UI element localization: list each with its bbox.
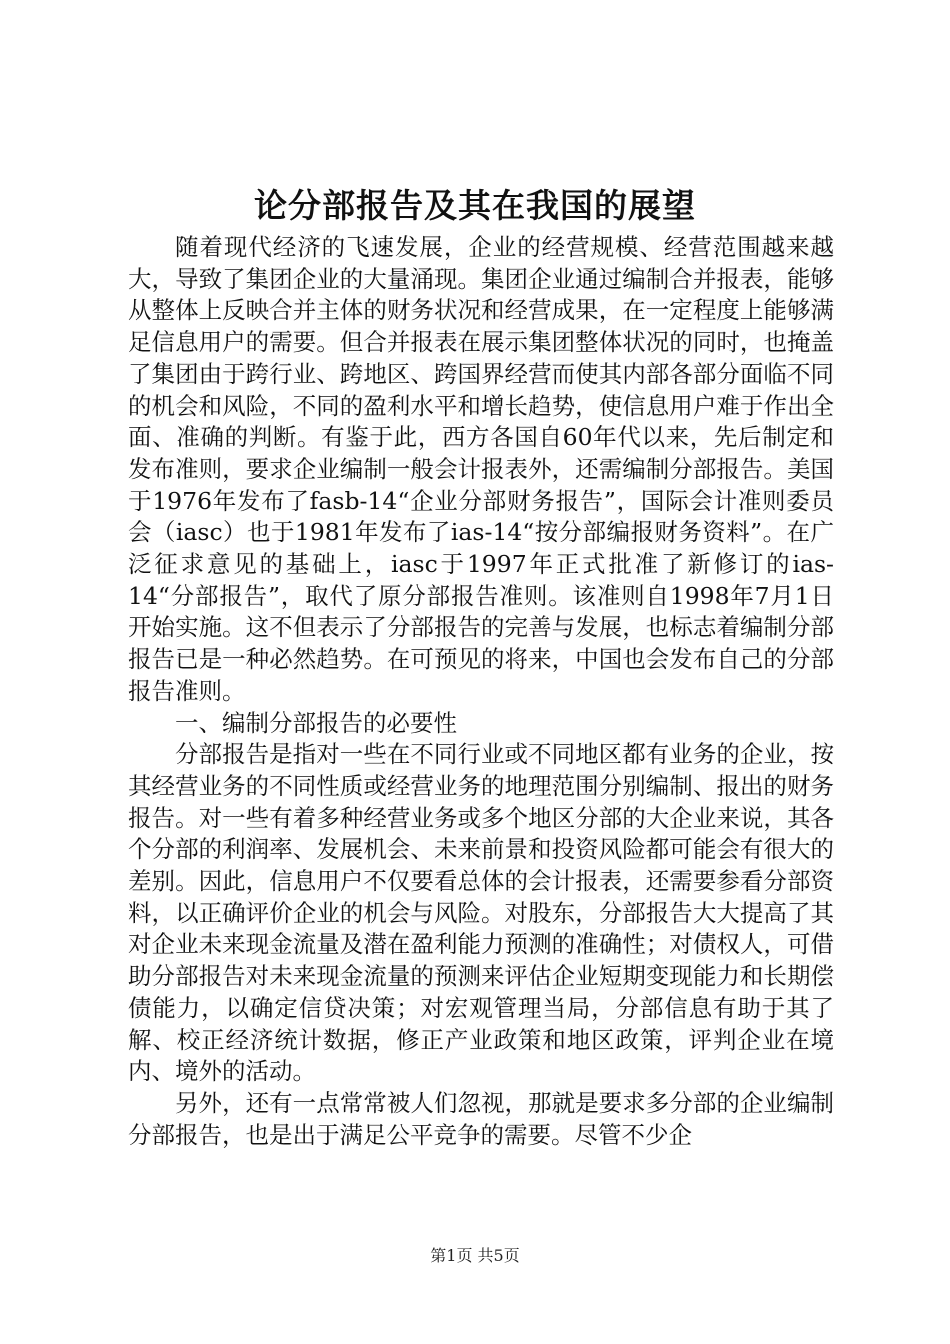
- page-number-footer: 第1页 共5页: [430, 1246, 520, 1265]
- intro-paragraph: 随着现代经济的飞速发展，企业的经营规模、经营范围越来越大，导致了集团企业的大量涌现。集团企业通过编制合并报表，能够从整体上反映合并主体的财务状况和经营成果，在一定程度上能够满足信息用户的需要。但合并报表在展示集团整体状况的同时，也掩盖了集团由于跨行业、跨地区、跨国界经营而使其内部各部分面临不同的机会和风险，不同的盈利水平和增长趋势，使信息用户难于作出全面、准确的判断。有鉴于此，西方各国自60年代以来，先后制定和发布准则，要求企业编制一般会计报表外，还需编制分部报告。美国于1976年发布了fasb-14“企业分部财务报告”，国际会计准则委员会（iasc）也于1981年发布了ias-14“按分部编报财务资料”。在广泛征求意见的基础上，iasc于1997年正式批准了新修订的ias-14“分部报告”，取代了原分部报告准则。该准则自1998年7月1日开始实施。这不但表示了分部报告的完善与发展，也标志着编制分部报告已是一种必然趋势。在可预见的将来，中国也会发布自己的分部报告准则。: [128, 233, 834, 705]
- document-body: [128, 232, 834, 1151]
- body-paragraph: 分部报告是指对一些在不同行业或不同地区都有业务的企业，按其经营业务的不同性质或经营业务的地理范围分别编制、报出的财务报告。对一些有着多种经营业务或多个地区分部的大企业来说，其各个分部的利润率、发展机会、未来前景和投资风险都可能会有很大的差别。因此，信息用户不仅要看总体的会计报表，还需要参看分部资料，以正确评价企业的机会与风险。对股东，分部报告大大提高了其对企业未来现金流量及潜在盈利能力预测的准确性；对债权人，可借助分部报告对未来现金流量的预测来评估企业短期变现能力和长期偿债能力，以确定信贷决策；对宏观管理当局，分部信息有助于其了解、校正经济统计数据，修正产业政策和地区政策，评判企业在境内、境外的活动。: [128, 740, 834, 1086]
- document-title: 论分部报告及其在我国的展望: [254, 186, 696, 225]
- body-paragraph: 另外，还有一点常常被人们忽视，那就是要求多分部的企业编制分部报告，也是出于满足公平竞争的需要。尽管不少企: [128, 1088, 834, 1149]
- section-heading: 一、编制分部报告的必要性: [175, 708, 457, 737]
